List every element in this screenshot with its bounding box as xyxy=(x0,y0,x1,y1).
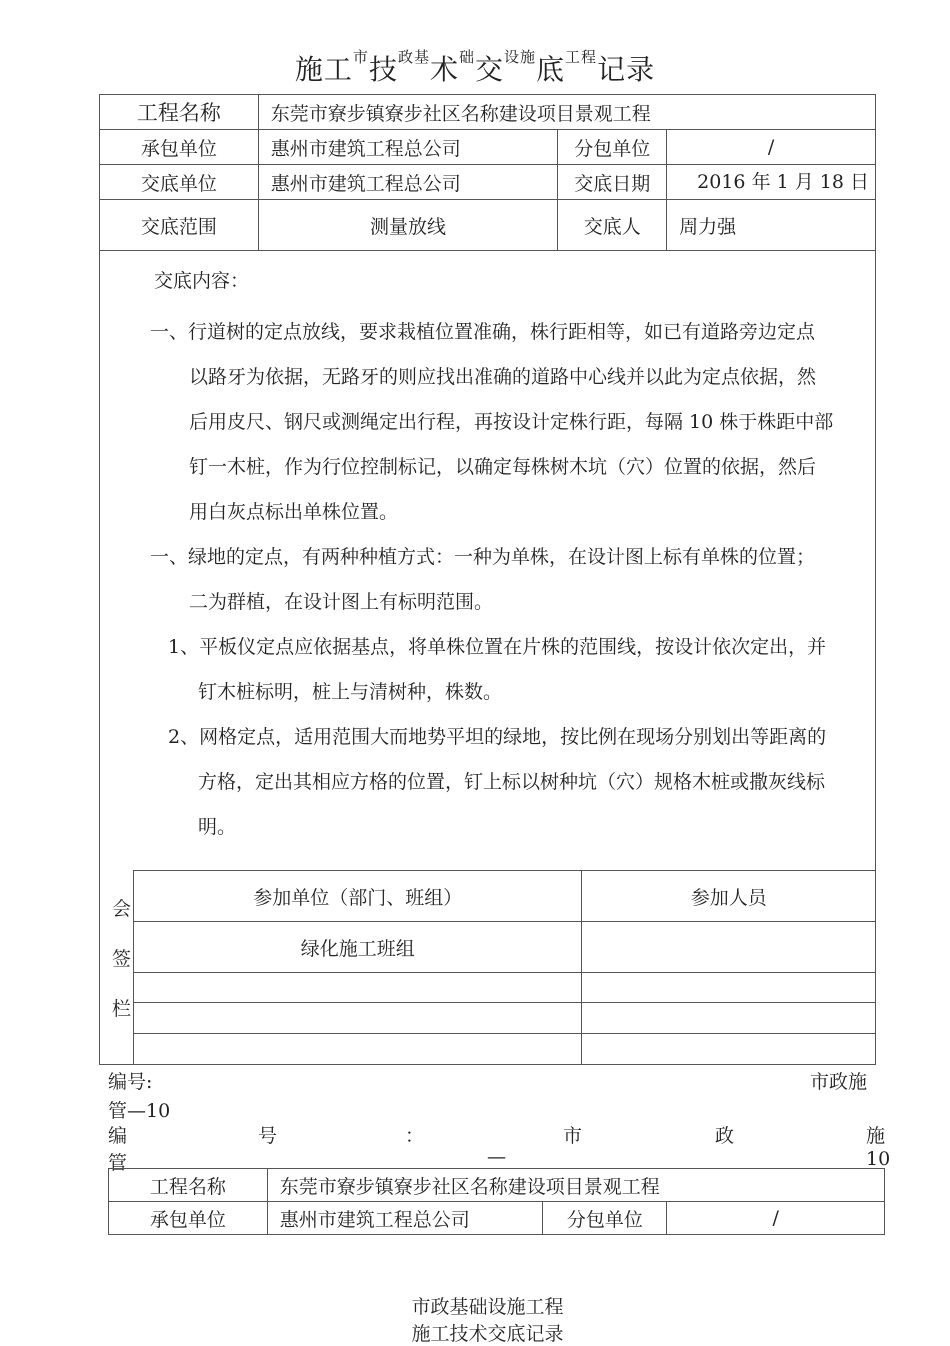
footer-spread-3: ： xyxy=(405,1125,425,1147)
second-project-name-label: 工程名称 xyxy=(109,1169,268,1202)
footer-line4-right: 10 xyxy=(866,1148,891,1170)
footer-line4-left: 管 xyxy=(108,1152,128,1174)
table-row xyxy=(134,1034,876,1065)
signoff-unit-cell xyxy=(134,1034,582,1065)
bottom-line2: 施工技术交底记录 xyxy=(411,1323,564,1345)
para1-line4: 钉一木桩，作为行位控制标记，以确定每株树木坑（穴）位置的依据，然后 xyxy=(189,456,817,478)
signoff-side-char-3: 栏 xyxy=(112,998,132,1020)
signoff-person-cell xyxy=(582,1003,876,1034)
briefing-unit-label: 交底单位 xyxy=(100,165,259,200)
signoff-side-char-1: 会 xyxy=(112,898,132,920)
briefer-value: 周力强 xyxy=(667,200,876,251)
briefing-date-value: 2016 年 1 月 18 日 xyxy=(667,165,876,200)
table-row xyxy=(134,1003,876,1034)
header-table xyxy=(99,94,876,251)
briefing-content xyxy=(100,252,874,870)
briefing-scope-value: 测量放线 xyxy=(258,200,558,251)
signoff-table xyxy=(133,870,876,1065)
signoff-side xyxy=(99,870,135,1065)
content-heading: 交底内容： xyxy=(154,270,250,292)
signoff-col1-header: 参加单位（部门、班组） xyxy=(134,871,582,922)
item2-line1: 2、网格定点，适用范围大而地势平坦的绿地，按比例在现场分别划出等距离的 xyxy=(168,726,827,748)
para2-line1: 一、绿地的定点，有两种种植方式：一种为单株，在设计图上标有单株的位置； xyxy=(150,546,816,568)
footer-line4-mid: — xyxy=(487,1146,506,1168)
para1-line5: 用白灰点标出单株位置。 xyxy=(189,501,399,523)
briefing-date-label: 交底日期 xyxy=(558,165,667,200)
footer-right-text: 市政施 xyxy=(810,1071,868,1093)
table-row xyxy=(134,922,876,973)
project-name-label: 工程名称 xyxy=(100,95,259,130)
contractor-value: 惠州市建筑工程总公司 xyxy=(258,130,558,165)
subcontractor-value: / xyxy=(667,130,876,165)
contractor-label: 承包单位 xyxy=(100,130,259,165)
item2-line2: 方格，定出其相应方格的位置，钉上标以树种坑（穴）规格木桩或撒灰线标 xyxy=(198,771,826,793)
para2-line2: 二为群植，在设计图上有标明范围。 xyxy=(189,591,494,613)
signoff-side-char-2: 签 xyxy=(112,948,132,970)
footer-spread-1: 编 xyxy=(108,1125,128,1147)
signoff-person-cell xyxy=(582,1034,876,1065)
signoff-col2-header: 参加人员 xyxy=(582,871,876,922)
item1-line2: 钉木桩标明，桩上与清树种，株数。 xyxy=(198,681,503,703)
footer-spread-2: 号 xyxy=(258,1125,278,1147)
second-project-name-value: 东莞市寮步镇寮步社区名称建设项目景观工程 xyxy=(267,1169,884,1202)
footer-line2: 管—10 xyxy=(108,1100,171,1122)
footer-spread-6: 施 xyxy=(866,1125,886,1147)
signoff-unit-cell xyxy=(134,973,582,1003)
briefing-unit-value: 惠州市建筑工程总公司 xyxy=(258,165,558,200)
briefer-label: 交底人 xyxy=(558,200,667,251)
signoff-person-cell xyxy=(582,973,876,1003)
footer-number-label: 编号: xyxy=(108,1071,153,1093)
para1-line1: 一、行道树的定点放线，要求栽植位置准确，株行距相等，如已有道路旁边定点 xyxy=(150,321,816,343)
project-name-value: 东莞市寮步镇寮步社区名称建设项目景观工程 xyxy=(258,95,875,130)
second-subcontractor-label: 分包单位 xyxy=(543,1202,667,1235)
signoff-person-cell xyxy=(582,922,876,973)
footer-spread-5: 政 xyxy=(715,1125,735,1147)
second-contractor-label: 承包单位 xyxy=(109,1202,268,1235)
second-header-table xyxy=(108,1168,885,1235)
table-row xyxy=(134,973,876,1003)
second-contractor-value: 惠州市建筑工程总公司 xyxy=(267,1202,543,1235)
page-title: 施工$^市$技$^{政基}$术$^础$交$^{设施}$底$^{工程}$记录 xyxy=(294,48,656,86)
item1-line1: 1、平板仪定点应依据基点，将单株位置在片株的范围线，按设计依次定出，并 xyxy=(168,636,827,658)
signoff-unit-cell: 绿化施工班组 xyxy=(134,922,582,973)
para1-line2: 以路牙为依据，无路牙的则应找出准确的道路中心线并以此为定点依据，然 xyxy=(189,366,817,388)
footer-spread-4: 市 xyxy=(563,1125,583,1147)
subcontractor-label: 分包单位 xyxy=(558,130,667,165)
briefing-scope-label: 交底范围 xyxy=(100,200,259,251)
item2-line3: 明。 xyxy=(198,816,237,838)
bottom-line1: 市政基础设施工程 xyxy=(411,1296,564,1318)
second-subcontractor-value: / xyxy=(667,1202,885,1235)
para1-line3: 后用皮尺、钢尺或测绳定出行程，再按设计定株行距，每隔 10 株于株距中部 xyxy=(189,411,834,433)
signoff-unit-cell xyxy=(134,1003,582,1034)
